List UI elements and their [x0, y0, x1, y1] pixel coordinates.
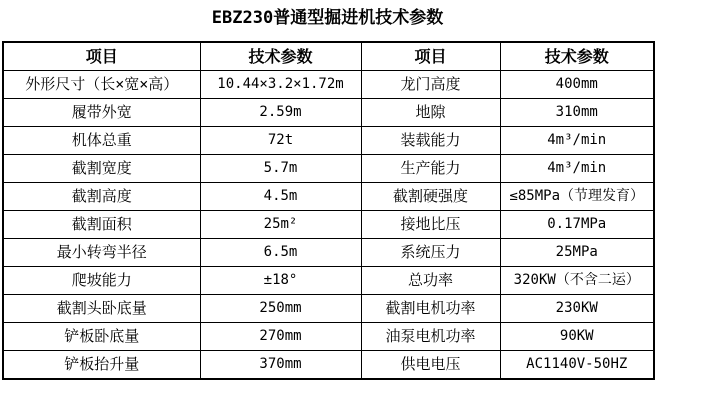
table-row [3, 211, 654, 239]
param-name-cell: 爬坡能力 [3, 267, 200, 295]
param-name-cell: 截割面积 [3, 211, 200, 239]
param-value-cell: 2.59m [200, 99, 361, 127]
param-value-cell: 230KW [500, 295, 654, 323]
param-value-cell: 270mm [200, 323, 361, 351]
param-value-cell: 90KW [500, 323, 654, 351]
table-row [3, 99, 654, 127]
param-value-cell: 4.5m [200, 183, 361, 211]
param-value-cell: 400mm [500, 71, 654, 99]
param-name-cell: 铲板抬升量 [3, 351, 200, 380]
param-name-cell: 机体总重 [3, 127, 200, 155]
table-row [3, 267, 654, 295]
param-name-cell: 系统压力 [361, 239, 500, 267]
param-value-cell: 25m² [200, 211, 361, 239]
param-name-cell: 供电电压 [361, 351, 500, 380]
param-name-cell: 地隙 [361, 99, 500, 127]
param-name-cell: 截割头卧底量 [3, 295, 200, 323]
param-name-cell: 截割宽度 [3, 155, 200, 183]
header-item-right: 项目 [361, 42, 500, 71]
param-name-cell: 总功率 [361, 267, 500, 295]
table-row [3, 239, 654, 267]
param-value-cell: 310mm [500, 99, 654, 127]
param-value-cell: ≤85MPa（节理发育） [500, 183, 654, 211]
header-params-right: 技术参数 [500, 42, 654, 71]
table-row [3, 323, 654, 351]
header-row [3, 42, 654, 71]
param-name-cell: 龙门高度 [361, 71, 500, 99]
param-name-cell: 截割硬强度 [361, 183, 500, 211]
param-value-cell: 6.5m [200, 239, 361, 267]
param-value-cell: 0.17MPa [500, 211, 654, 239]
table-row [3, 155, 654, 183]
param-value-cell: 320KW（不含二运） [500, 267, 654, 295]
param-name-cell: 最小转弯半径 [3, 239, 200, 267]
param-name-cell: 接地比压 [361, 211, 500, 239]
page-title: EBZ230普通型掘进机技术参数 [211, 8, 444, 28]
table-row [3, 295, 654, 323]
param-value-cell: 10.44×3.2×1.72m [200, 71, 361, 99]
param-name-cell: 装载能力 [361, 127, 500, 155]
param-value-cell: 5.7m [200, 155, 361, 183]
spec-table [2, 41, 655, 380]
table-row [3, 127, 654, 155]
header-item-left: 项目 [3, 42, 200, 71]
param-name-cell: 截割高度 [3, 183, 200, 211]
param-name-cell: 履带外宽 [3, 99, 200, 127]
param-value-cell: 370mm [200, 351, 361, 380]
param-name-cell: 油泵电机功率 [361, 323, 500, 351]
table-row [3, 351, 654, 380]
table-row [3, 183, 654, 211]
header-params-left: 技术参数 [200, 42, 361, 71]
param-value-cell: 4m³/min [500, 155, 654, 183]
param-name-cell: 外形尺寸（长×宽×高） [3, 71, 200, 99]
param-value-cell: 25MPa [500, 239, 654, 267]
param-name-cell: 铲板卧底量 [3, 323, 200, 351]
param-value-cell: ±18° [200, 267, 361, 295]
param-value-cell: 250mm [200, 295, 361, 323]
param-value-cell: 4m³/min [500, 127, 654, 155]
param-value-cell: AC1140V-50HZ [500, 351, 654, 380]
table-row [3, 71, 654, 99]
param-value-cell: 72t [200, 127, 361, 155]
param-name-cell: 截割电机功率 [361, 295, 500, 323]
param-name-cell: 生产能力 [361, 155, 500, 183]
